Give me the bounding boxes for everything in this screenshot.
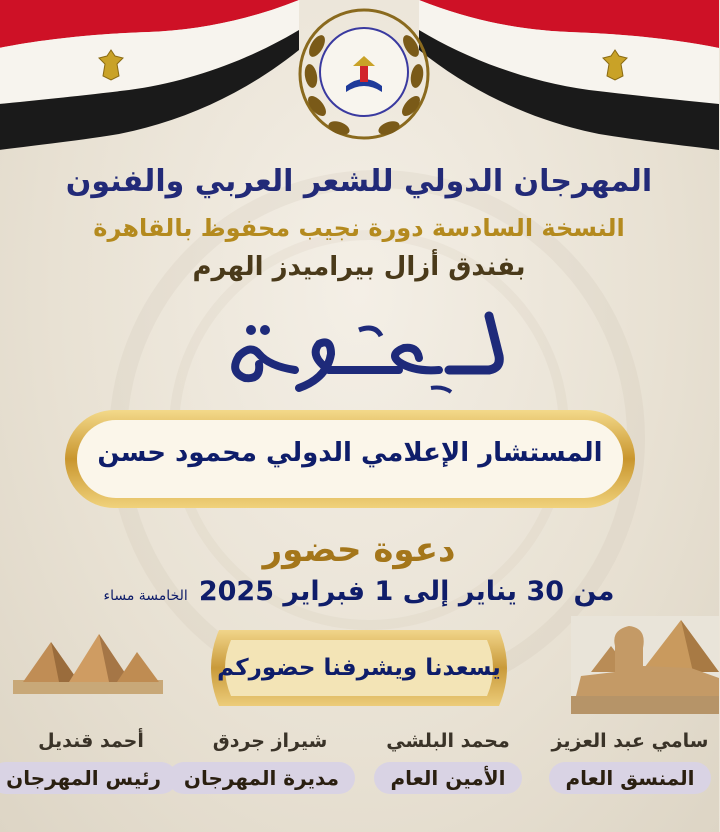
invitation-calligraphy — [200, 296, 520, 406]
organizer-general-coordinator — [546, 730, 716, 794]
eagle-emblem-right — [602, 48, 630, 82]
egypt-flag-drape-right — [420, 0, 720, 150]
festival-title: المهرجان الدولي للشعر العربي والفنون — [66, 164, 654, 199]
organizer-role: رئيس المهرجان — [0, 762, 178, 794]
organizer-name: سامي عبد العزيز — [552, 730, 710, 752]
egypt-flag-drape-left — [0, 0, 300, 150]
eagle-emblem-left — [98, 48, 126, 82]
event-dates — [0, 576, 720, 607]
event-time: الخامسة مساء — [104, 588, 189, 604]
organizer-festival-director — [186, 730, 356, 794]
organizer-name: شيراز جردق — [213, 730, 329, 752]
edition-subtitle: النسخة السادسة دورة نجيب محفوظ بالقاهرة — [94, 214, 626, 242]
date-range: من 30 يناير إلى 1 فبراير 2025 — [199, 576, 616, 607]
organizer-role: مديرة المهرجان — [169, 762, 356, 794]
organizer-name: محمد البلشي — [387, 730, 511, 752]
venue-line: بفندق أزال بيراميدز الهرم — [193, 252, 527, 282]
attendance-title: دعوة حضور — [263, 530, 457, 570]
organizer-role: الأمين العام — [375, 762, 522, 794]
organizer-name: أحمد قنديل — [39, 730, 145, 752]
sphinx-pyramids-image-right — [572, 616, 720, 714]
organizer-festival-president — [6, 730, 178, 794]
pyramids-image-left — [14, 628, 164, 694]
welcome-message: يسعدنا ويشرفنا حضوركم — [218, 655, 502, 681]
festival-logo — [292, 6, 438, 146]
recipient-name: المستشار الإعلامي الدولي محمود حسن — [98, 438, 604, 468]
organizer-role: المنسق العام — [550, 762, 711, 794]
organizer-secretary-general — [364, 730, 534, 794]
